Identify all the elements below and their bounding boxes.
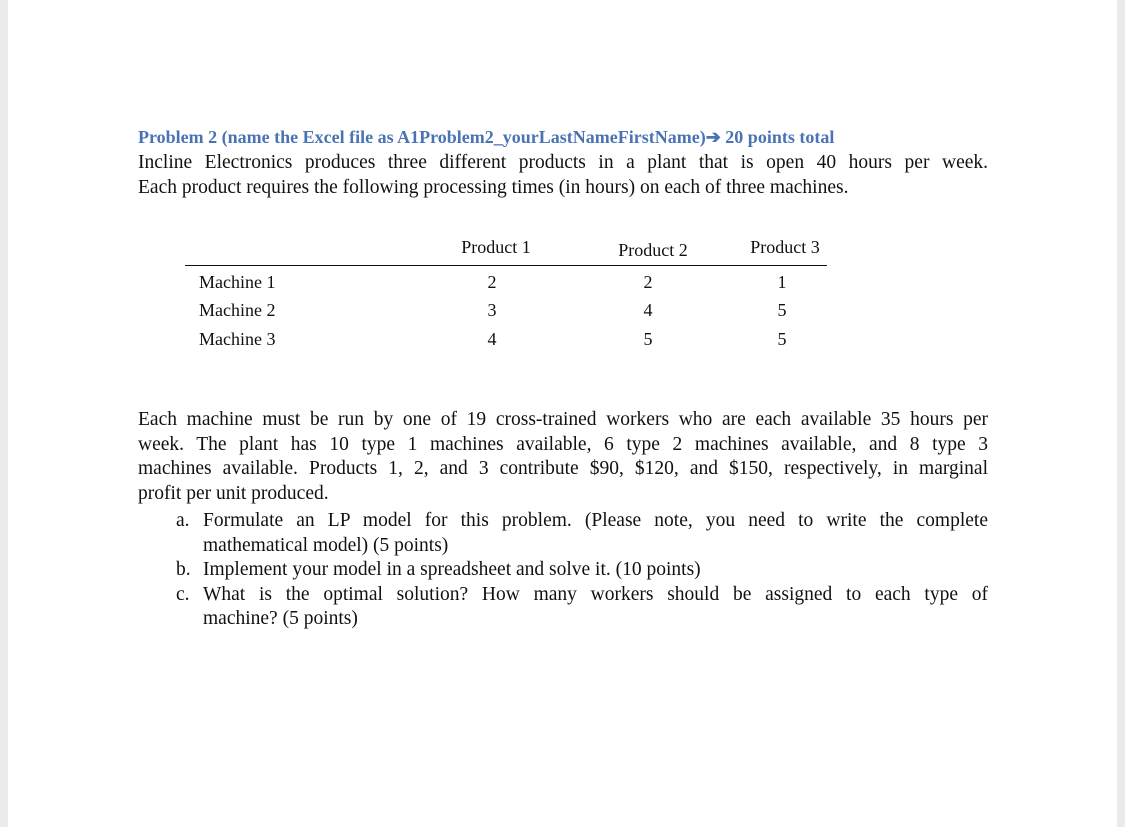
table-cell: 1 <box>777 272 787 292</box>
table-cell: 4 <box>643 300 653 320</box>
table-cell: 5 <box>777 300 787 320</box>
column-header-product-3: Product 3 <box>750 237 820 257</box>
question-line: Formulate an LP model for this problem. (Please note, you need to write the complete <box>203 510 988 531</box>
description-line: profit per unit produced. <box>138 482 329 504</box>
intro-line: Each product requires the following processing times (in hours) on each of three machines. <box>138 176 849 198</box>
list-marker: a. <box>176 510 190 531</box>
question-list <box>138 509 988 632</box>
problem-description <box>138 408 988 506</box>
table-cell: 4 <box>487 329 497 349</box>
table-cell: 5 <box>643 329 653 349</box>
description-line: Each machine must be run by one of 19 cross-trained workers who are each available 35 hours per <box>138 409 988 430</box>
problem-heading: Problem 2 (name the Excel file as A1Problem2_yourLastNameFirstName)➔ 20 points total <box>138 127 835 147</box>
column-header-product-1: Product 1 <box>461 237 531 257</box>
table-cell: 2 <box>643 272 653 292</box>
table-cell: 2 <box>487 272 497 292</box>
table-cell: 5 <box>777 329 787 349</box>
document-page <box>8 0 1117 827</box>
list-marker: c. <box>176 583 190 605</box>
table-cell: 3 <box>487 300 497 320</box>
question-item-b <box>138 558 988 583</box>
question-line: Implement your model in a spreadsheet and solve it. (10 points) <box>203 559 701 580</box>
table-header-rule <box>185 265 827 266</box>
column-header-product-2: Product 2 <box>618 240 688 260</box>
row-label-machine-1: Machine 1 <box>199 272 276 292</box>
question-item-c <box>138 583 988 632</box>
intro-line: Incline Electronics produces three different products in a plant that is open 40 hours per week. <box>138 152 988 173</box>
processing-times-table <box>185 232 827 362</box>
row-label-machine-2: Machine 2 <box>199 300 276 320</box>
list-marker: b. <box>176 559 191 580</box>
description-line: machines available. Products 1, 2, and 3 contribute $90, $120, and $150, respectively, in marginal <box>138 458 988 479</box>
question-item-a <box>138 509 988 558</box>
question-line: machine? (5 points) <box>203 608 358 629</box>
row-label-machine-3: Machine 3 <box>199 329 276 349</box>
question-line: What is the optimal solution? How many workers should be assigned to each type of <box>203 583 988 605</box>
description-line: week. The plant has 10 type 1 machines available, 6 type 2 machines available, and 8 type 3 <box>138 433 988 455</box>
question-line: mathematical model) (5 points) <box>203 534 449 556</box>
intro-paragraph <box>138 151 988 200</box>
